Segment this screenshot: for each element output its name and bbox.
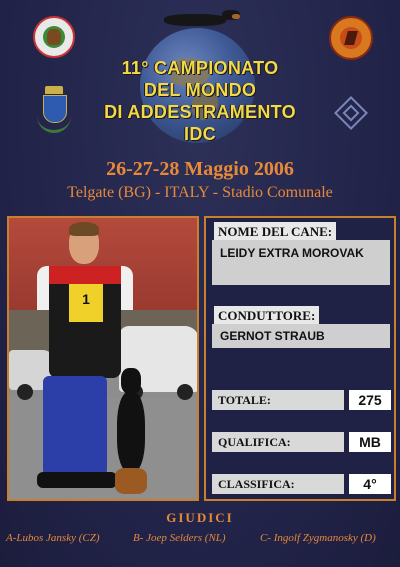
handler-name-value: GERNOT STRAUB (212, 324, 390, 348)
judge-b: B- Joep Selders (NL) (133, 532, 226, 544)
handler-label: CONDUTTORE: (214, 306, 319, 325)
dobermann-dog (111, 368, 151, 498)
handler-dog-photo (7, 216, 199, 501)
title-line-1: 11° CAMPIONATO (121, 58, 279, 78)
classifica-value: 4° (349, 474, 391, 494)
totale-label: TOTALE: (212, 390, 344, 410)
qualifica-label: QUALIFICA: (212, 432, 344, 452)
judge-c: C- Ingolf Zygmanosky (D) (260, 532, 376, 544)
title-line-3: DI ADDESTRAMENTO (104, 102, 296, 122)
orange-sport-logo-icon (329, 16, 373, 60)
judge-a: A-Lubos Jansky (CZ) (6, 532, 100, 544)
title-line-2: DEL MONDO (143, 80, 257, 100)
dobermann-club-logo-icon (33, 16, 75, 58)
classifica-label: CLASSIFICA: (212, 474, 344, 494)
judges-heading: GIUDICI (166, 510, 234, 525)
title-line-4: IDC (184, 124, 216, 144)
result-panel (204, 216, 396, 501)
event-place: Telgate (BG) - ITALY - Stadio Comunale (67, 184, 333, 201)
running-dog-icon (152, 8, 248, 32)
dog-name-label: NOME DEL CANE: (214, 222, 336, 241)
dog-name-value: LEIDY EXTRA MOROVAK (212, 240, 390, 285)
bib-number: 1 (69, 284, 103, 322)
event-dates: 26-27-28 Maggio 2006 (106, 158, 294, 180)
totale-value: 275 (349, 390, 391, 410)
qualifica-value: MB (349, 432, 391, 452)
